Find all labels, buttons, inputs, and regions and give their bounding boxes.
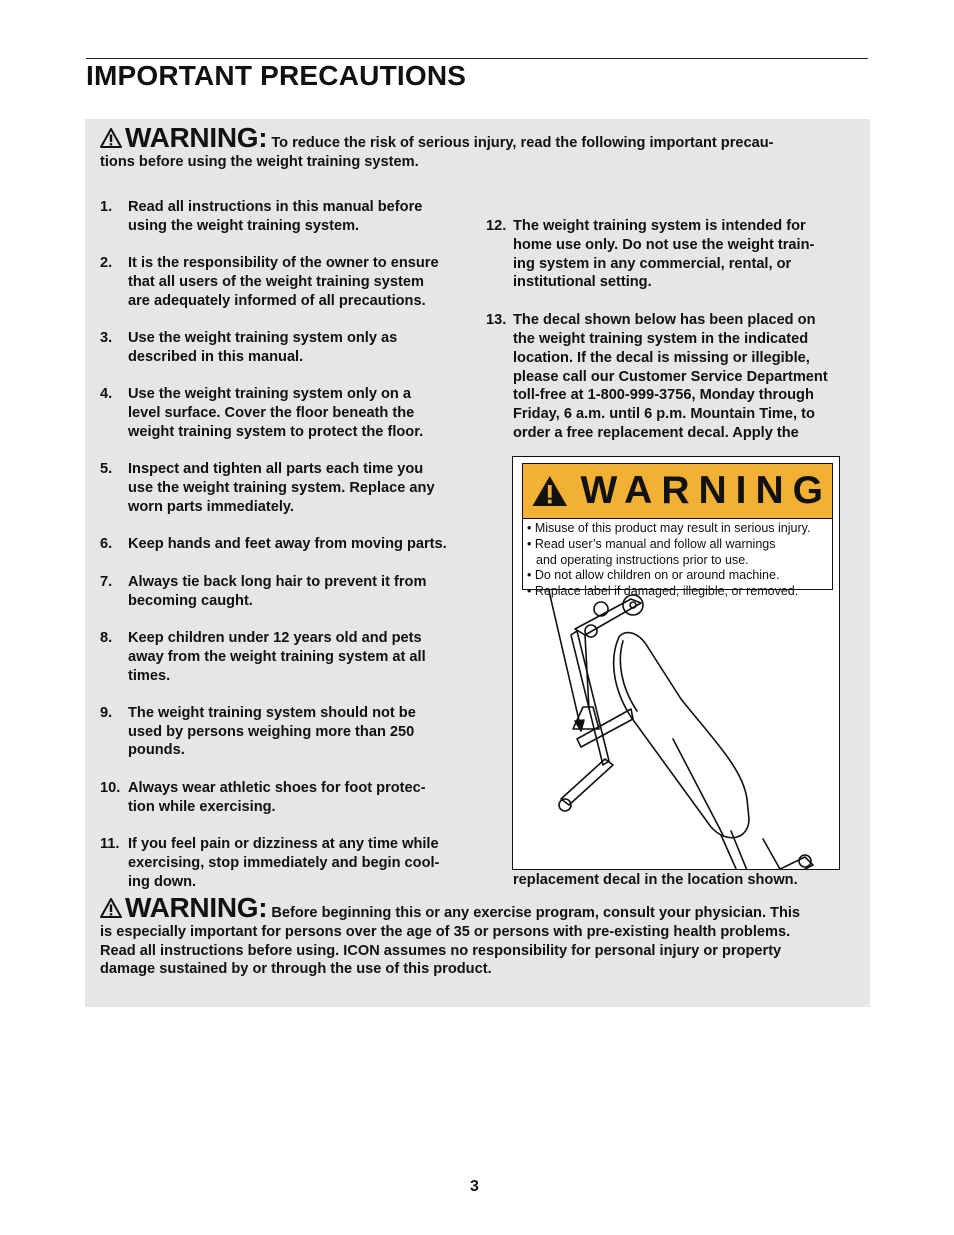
precaution-text: are adequately informed of all precautions.	[128, 292, 426, 309]
decal-leader-line	[549, 591, 581, 729]
precaution-text: It is the responsibility of the owner to ensure	[128, 255, 439, 272]
warning-top	[100, 122, 860, 172]
precaution-text: order a free replacement decal. Apply the	[513, 424, 799, 441]
pulley	[623, 595, 643, 615]
precaution-item	[100, 704, 480, 760]
precaution-text: described in this manual.	[128, 348, 304, 365]
warning-top-label: WARNING:	[125, 122, 268, 153]
precaution-text: worn parts immediately.	[128, 498, 294, 515]
precaution-text: using the weight training system.	[128, 217, 360, 234]
warning-bottom	[100, 892, 860, 979]
precaution-number: 8.	[100, 629, 113, 646]
warning-bottom-label: WARNING:	[125, 892, 268, 923]
warning-triangle-icon	[100, 128, 122, 148]
precaution-text: tion while exercising.	[128, 798, 276, 815]
bench-drawing	[513, 589, 838, 869]
precaution-text: Use the weight training system only on a	[128, 386, 412, 403]
precaution-number: 13.	[486, 312, 507, 329]
precaution-item	[100, 835, 480, 891]
precaution-text: institutional setting.	[513, 274, 652, 291]
precaution-text: used by persons weighing more than 250	[128, 723, 415, 740]
precaution-text: ing down.	[128, 873, 197, 890]
precaution-text: home use only. Do not use the weight train-	[513, 236, 815, 253]
decal-heading: WARNING	[580, 469, 832, 512]
precaution-text: Inspect and tighten all parts each time you	[128, 461, 424, 478]
precaution-item	[100, 629, 480, 685]
precaution-text: The weight training system should not be	[128, 704, 416, 721]
precaution-text: Keep hands and feet away from moving parts.	[128, 536, 447, 553]
precaution-text: exercising, stop immediately and begin cool-	[128, 854, 440, 871]
precaution-text: The decal shown below has been placed on	[513, 312, 816, 329]
front-leg	[577, 709, 633, 747]
decal-line: and operating instructions prior to use.	[536, 552, 749, 567]
top-rule	[86, 58, 868, 59]
decal-line: • Read user’s manual and follow all warnings	[527, 536, 776, 551]
precaution-item	[100, 460, 480, 516]
page-title: IMPORTANT PRECAUTIONS	[86, 60, 467, 91]
decal-header	[523, 464, 832, 519]
warning-top-line2: tions before using the weight training system.	[100, 153, 419, 170]
precaution-text: please call our Customer Service Department	[513, 368, 828, 385]
pulley	[594, 602, 608, 616]
decal-warning-triangle-icon	[531, 469, 569, 513]
precaution-number: 4.	[100, 386, 113, 403]
decal-text	[523, 519, 832, 600]
precaution-text: Friday, 6 a.m. until 6 p.m. Mountain Time, to	[513, 406, 815, 423]
precaution-number: 12.	[486, 218, 507, 234]
precaution-text: ing system in any commercial, rental, or	[513, 255, 792, 272]
precaution-number: 6.	[100, 536, 113, 553]
precaution-text: pounds.	[128, 742, 185, 759]
precaution-number: 2.	[100, 255, 113, 272]
warning-triangle-icon	[100, 898, 122, 918]
precaution-item	[100, 198, 480, 236]
decal-illustration	[512, 456, 840, 870]
precaution-number: 1.	[100, 199, 113, 215]
precaution-number: 3.	[100, 330, 113, 347]
bench-pad	[614, 633, 749, 838]
precaution-item	[100, 385, 480, 441]
precaution-text: toll-free at 1-800-999-3756, Monday through	[513, 387, 814, 404]
warning-bottom-line3: Read all instructions before using. ICON assumes no responsibility for personal injury or property	[100, 942, 782, 959]
precaution-text: away from the weight training system at all	[128, 648, 426, 665]
precaution-number: 5.	[100, 461, 113, 478]
precaution-number: 10.	[100, 779, 121, 796]
foot-bar	[763, 839, 789, 869]
decal-line: • Replace label if damaged, illegible, or removed.	[527, 584, 799, 599]
decal-line: • Do not allow children on or around machine.	[527, 568, 780, 583]
precaution-text: weight training system to protect the floor.	[128, 423, 424, 440]
precaution-item	[486, 311, 856, 443]
precaution-text: use the weight training system. Replace any	[128, 480, 435, 497]
precautions-list-left	[100, 198, 480, 910]
precaution-text: location. If the decal is missing or illegible,	[513, 349, 810, 366]
precaution-text: the weight training system in the indicated	[513, 330, 809, 347]
warning-bottom-line1: Before beginning this or any exercise program, consult your physician. This	[271, 905, 801, 921]
precaution-item	[100, 779, 480, 817]
precaution-text: times.	[128, 667, 171, 684]
precaution-text: becoming caught.	[128, 592, 253, 609]
precaution-text: that all users of the weight training system	[128, 273, 424, 290]
closing-line: replacement decal in the location shown.	[513, 872, 798, 888]
precaution-item	[486, 217, 856, 292]
precaution-text: Read all instructions in this manual before	[128, 199, 423, 215]
precaution-text: Always wear athletic shoes for foot protec-	[128, 779, 426, 796]
precaution-text: level surface. Cover the floor beneath the	[128, 405, 415, 422]
warning-decal	[522, 463, 833, 599]
rear-support	[673, 739, 723, 835]
front-leg	[561, 759, 613, 805]
page-number: 3	[470, 1178, 479, 1195]
tower-upright	[571, 631, 609, 765]
precaution-text: The weight training system is intended for	[513, 218, 806, 234]
warning-bottom-line2: is especially important for persons over the age of 35 or persons with pre-existing health problems.	[100, 923, 791, 940]
precaution-text: If you feel pain or dizziness at any time while	[128, 836, 439, 853]
precaution-item	[100, 329, 480, 367]
warning-top-line1: To reduce the risk of serious injury, read the following important precau-	[271, 135, 774, 151]
precaution-item	[100, 254, 480, 310]
precaution-text: Use the weight training system only as	[128, 330, 398, 347]
precaution-item	[100, 535, 480, 554]
decal-line: • Misuse of this product may result in serious injury.	[527, 521, 811, 535]
warning-bottom-line4: damage sustained by or through the use of this product.	[100, 961, 492, 978]
precaution-number: 9.	[100, 704, 113, 721]
precautions-list-right	[486, 217, 856, 462]
precaution-item	[100, 573, 480, 611]
precaution-number: 7.	[100, 573, 113, 590]
precaution-number: 11.	[100, 836, 120, 853]
precaution-text: Keep children under 12 years old and pets	[128, 629, 422, 646]
precaution-text: Always tie back long hair to prevent it from	[128, 573, 427, 590]
